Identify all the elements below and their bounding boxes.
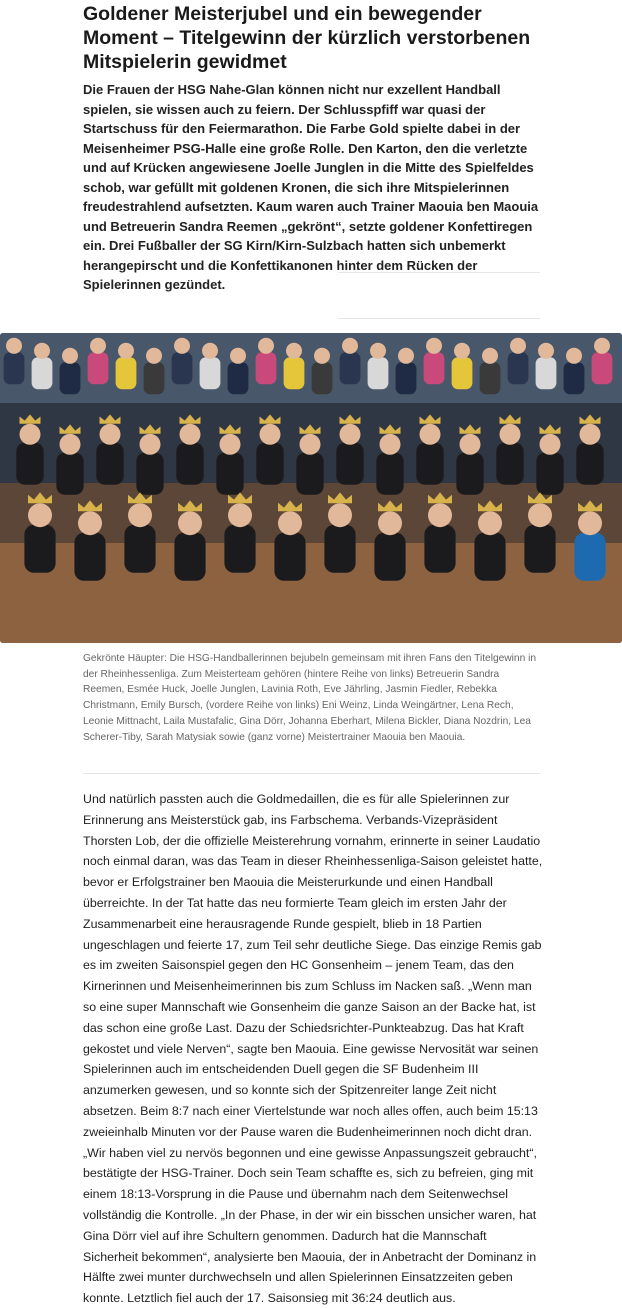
article-headline: Goldener Meisterjubel und ein bewegender Moment – Titelgewinn der kürzlich verstorbenen Mitspielerin gewidmet xyxy=(83,3,531,73)
article-body: Und natürlich passten auch die Goldmedaillen, die es für alle Spielerinnen zur Erinnerung ans Meisterstück gab, ins Farbschema. Verbands-Vizepräsident Thorsten Lob, der die offizielle Meisterehrung vornahm, erinnerte in seiner Laudatio noch einmal daran, was das Team in dieser Rheinhessenliga-Saison geleistet hatte, bevor er Erfolgstrainer ben Maouia die Meisterurkunde und einen Handball überreichte. In der Tat hatte das neu formierte Team gleich im ersten Jahr der Zusammenarbeit eine herausragende Runde gespielt, blieb in 18 Partien ungeschlagen und feierte 17, zum Teil sehr deutliche Siege. Das einzige Remis gab es im zweiten Saisonspiel gegen den HC Gonsenheim – jenem Team, das den Kirnerinnen und Meisenheimerinnen bis zum Schluss im Nacken saß. „Wenn man so eine super Mannschaft wie Gonsenheim die ganze Saison an der Backe hat, ist das schon eine große Last. Dazu der Schiedsrichter-Punkteabzug. Das hat Kraft gekostet und viele Nerven“, sagte ben Maouia. Eine gewisse Nervosität war seinen Spielerinnen auch im entscheidenden Duell gegen die SF Budenheim III anzumerken gewesen, und so konnte sich der Spitzenreiter lange Zeit nicht absetzen. Beim 8:7 nach einer Viertelstunde war noch alles offen, auch beim 15:13 zweieinhalb Minuten vor der Pause waren die Budenheimerinnen noch dicht dran. „Wir haben viel zu nervös begonnen und eine gewisse Anpassungszeit gebraucht“, bestätigte der HSG-Trainer. Doch sein Team schaffte es, sich zu befreien, ging mit einem 18:13-Vorsprung in die Pause und übernahm nach dem Seitenwechsel vollständig die Kontrolle. „In der Phase, in der wir ein bisschen unsicher waren, hat Gina Dörr viel auf ihre Schultern genommen. Dadurch hat die Mannschaft Sicherheit bekommen“, analysierte ben Maouia, der in Anbetracht der Dominanz in Hälfte zwei munter durchwechseln und allen Spielerinnen Einsatzzeiten geben konnte. Letztlich fiel auch der 17. Saisonsieg mit 36:24 deutlich aus. xyxy=(83,792,543,1306)
divider xyxy=(83,773,540,774)
team-celebration-photo[interactable] xyxy=(0,333,622,643)
divider xyxy=(338,272,540,273)
photo-illustration xyxy=(0,333,622,643)
divider xyxy=(338,318,540,319)
image-caption: Gekrönte Häupter: Die HSG-Handballerinnen bejubeln gemeinsam mit ihren Fans den Titelgewinn in der Rheinhessenliga. Zum Meisterteam gehören (hintere Reihe von links) Betreuerin Sandra Reemen, Esmée Huck, Joelle Junglen, Lavinia Roth, Eve Jährling, Jasmin Fiedler, Rebekka Christmann, Emily Bursch, (vordere Reihe von links) Eni Weinz, Linda Weingärtner, Lena Rech, Leonie Mittnacht, Laila Mustafalic, Gina Dörr, Johanna Eberhart, Milena Bickler, Diana Nozdrin, Lea Scherer-Tiby, Sarah Matysiak sowie (ganz vorne) Meistertrainer Maouia ben Maouia. xyxy=(83,653,537,743)
article-lead: Die Frauen der HSG Nahe-Glan können nicht nur exzellent Handball spielen, sie wissen auch zu feiern. Der Schlusspfiff war quasi der Startschuss für den Feiermarathon. Die Farbe Gold spielte dabei in der Meisenheimer PSG-Halle eine große Rolle. Den Karton, den die verletzte und auf Krücken angewiesene Joelle Junglen in die Mitte des Spielfeldes schob, war gefüllt mit goldenen Kronen, die sich ihre Mitspielerinnen freudestrahlend aufsetzten. Kaum waren auch Trainer Maouia ben Maouia und Betreuerin Sandra Reemen „gekrönt“, setzte goldener Konfettiregen ein. Drei Fußballer der SG Kirn/Kirn-Sulzbach hatten sich unbemerkt herangepirscht und die Konfettikanonen hinter dem Rücken der Spielerinnen gezündet. xyxy=(83,82,539,292)
